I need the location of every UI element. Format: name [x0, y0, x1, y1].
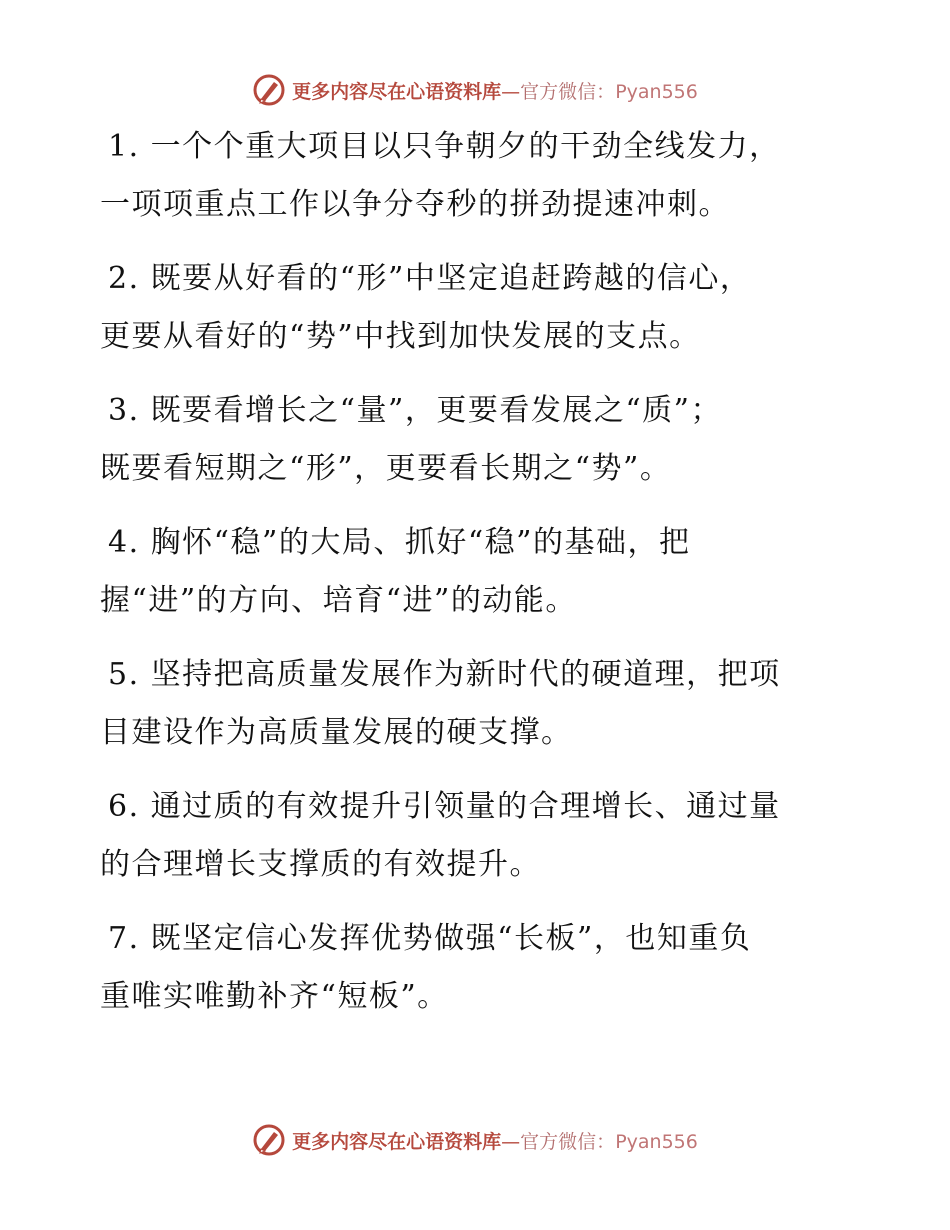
- watermark-separator: —: [501, 80, 521, 103]
- watermark-label: 官方微信：: [520, 80, 616, 103]
- watermark-brand: 更多内容尽在心语资料库: [292, 80, 502, 103]
- list-item: [100, 778, 840, 894]
- pen-logo-icon: [252, 1123, 286, 1157]
- watermark-brand: 更多内容尽在心语资料库: [292, 1130, 502, 1153]
- watermark-footer: [0, 1120, 950, 1160]
- list-item: [100, 910, 840, 1026]
- list-item: [100, 118, 840, 234]
- watermark-label: 官方微信：: [520, 1130, 616, 1153]
- list-item: [100, 514, 840, 630]
- item-line: 更要从看好的“势”中找到加快发展的支点。: [100, 319, 701, 354]
- item-line: 重唯实唯勤补齐“短板”。: [100, 979, 449, 1014]
- list-item: [100, 646, 840, 762]
- watermark-wechat-id: Pyan556: [615, 80, 698, 103]
- item-line: 既要看短期之“形”，更要看长期之“势”。: [100, 451, 672, 486]
- item-line: 6. 通过质的有效提升引领量的合理增长、通过量: [108, 789, 781, 824]
- watermark-wechat-id: Pyan556: [615, 1130, 698, 1153]
- pen-logo-icon: [252, 73, 286, 107]
- item-line: 5. 坚持把高质量发展作为新时代的硬道理，把项: [108, 657, 781, 692]
- document-body: [100, 118, 840, 1042]
- watermark-separator: —: [501, 1130, 521, 1153]
- watermark-text: [292, 77, 698, 104]
- item-line: 的合理增长支撑质的有效提升。: [100, 847, 541, 882]
- item-line: 目建设作为高质量发展的硬支撑。: [100, 715, 573, 750]
- item-line: 4. 胸怀“稳”的大局、抓好“稳”的基础，把: [108, 525, 691, 560]
- list-item: [100, 382, 840, 498]
- watermark-text: [292, 1127, 698, 1154]
- item-line: 3. 既要看增长之“量”，更要看发展之“质”；: [108, 393, 723, 428]
- item-line: 1. 一个个重大项目以只争朝夕的干劲全线发力，: [108, 129, 781, 164]
- item-line: 7. 既坚定信心发挥优势做强“长板”，也知重负: [108, 921, 752, 956]
- item-line: 2. 既要从好看的“形”中坚定追赶跨越的信心，: [108, 261, 752, 296]
- watermark-header: [0, 70, 950, 110]
- list-item: [100, 250, 840, 366]
- item-line: 握“进”的方向、培育“进”的动能。: [100, 583, 577, 618]
- item-line: 一项项重点工作以争分夺秒的拼劲提速冲刺。: [100, 187, 730, 222]
